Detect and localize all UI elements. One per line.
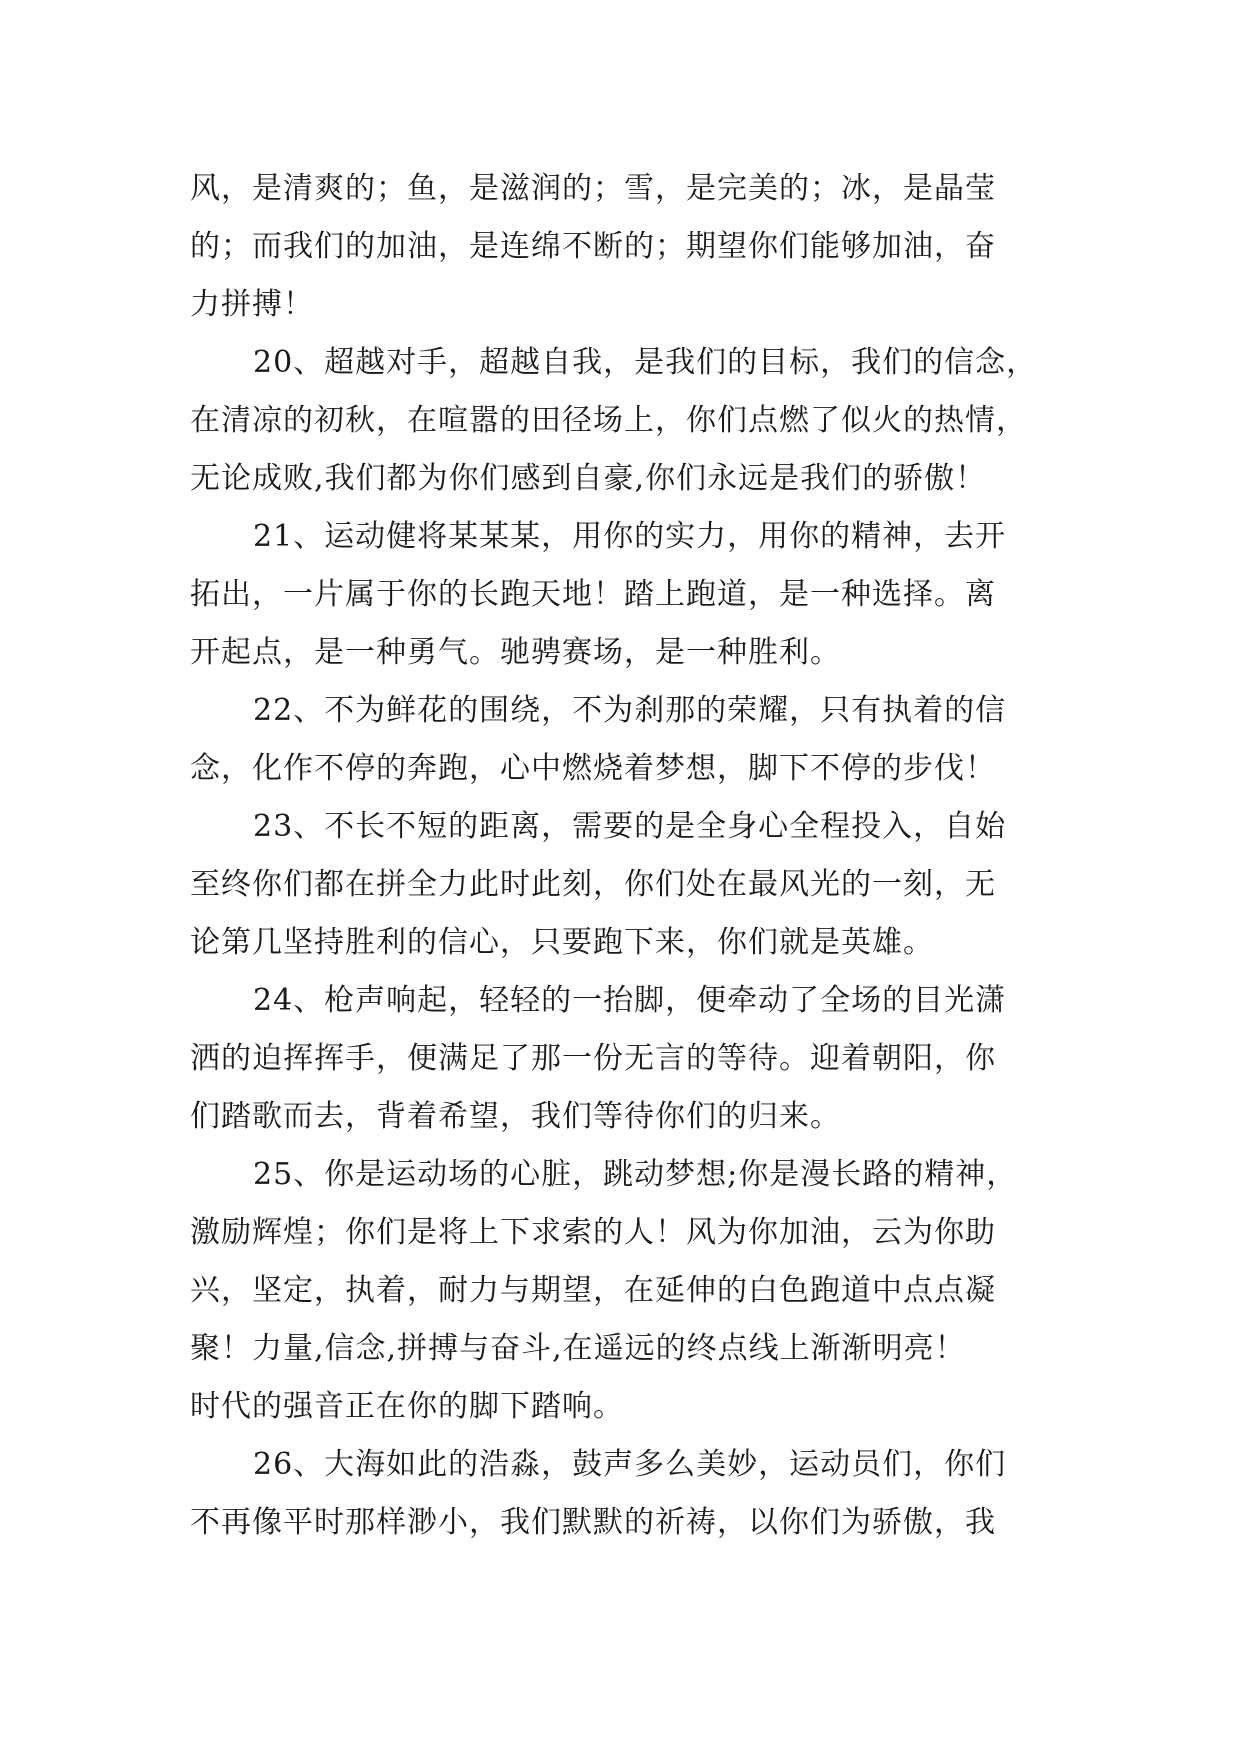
text-line: 22、不为鲜花的围绕，不为刹那的荣耀，只有执着的信 — [253, 693, 1007, 728]
text-line: 21、运动健将某某某，用你的实力，用你的精神，去开 — [253, 519, 1007, 554]
text-line: 不再像平时那样渺小，我们默默的祈祷，以你们为骄傲，我 — [190, 1505, 996, 1540]
text-line: 在清凉的初秋，在喧嚣的田径场上，你们点燃了似火的热情， — [190, 403, 1027, 438]
text-line: 力拼搏！ — [190, 287, 314, 322]
text-line: 时代的强音正在你的脚下踏响。 — [190, 1389, 624, 1424]
paragraph — [190, 682, 1050, 798]
text-line: 24、枪声响起，轻轻的一抬脚，便牵动了全场的目光潇 — [253, 983, 1007, 1018]
text-line: 23、不长不短的距离，需要的是全身心全程投入，自始 — [253, 809, 1007, 844]
text-line: 念，化作不停的奔跑，心中燃烧着梦想，脚下不停的步伐！ — [190, 751, 996, 786]
text-line: 拓出，一片属于你的长跑天地！踏上跑道，是一种选择。离 — [190, 577, 996, 612]
paragraph — [190, 334, 1050, 508]
paragraph — [190, 1436, 1050, 1552]
paragraph — [190, 508, 1050, 682]
text-line: 洒的迫挥挥手，便满足了那一份无言的等待。迎着朝阳，你 — [190, 1041, 996, 1076]
text-line: 的；而我们的加油，是连绵不断的；期望你们能够加油，奋 — [190, 229, 996, 264]
text-line: 26、大海如此的浩淼，鼓声多么美妙，运动员们，你们 — [253, 1447, 1007, 1482]
text-line: 至终你们都在拼全力此时此刻，你们处在最风光的一刻，无 — [190, 867, 996, 902]
text-line: 无论成败,我们都为你们感到自豪,你们永远是我们的骄傲！ — [190, 461, 987, 496]
paragraph — [190, 160, 1050, 334]
text-line: 25、你是运动场的心脏，跳动梦想;你是漫长路的精神， — [253, 1157, 1018, 1192]
text-line: 风，是清爽的；鱼，是滋润的；雪，是完美的；冰，是晶莹 — [190, 171, 996, 206]
text-line: 20、超越对手，超越自我，是我们的目标，我们的信念， — [253, 345, 1038, 380]
paragraph — [190, 972, 1050, 1146]
text-line: 开起点，是一种勇气。驰骋赛场，是一种胜利。 — [190, 635, 841, 670]
document-body — [190, 160, 1050, 1552]
paragraph — [190, 798, 1050, 972]
text-line: 聚！力量,信念,拼搏与奋斗,在遥远的终点线上渐渐明亮！ — [190, 1331, 966, 1366]
paragraph — [190, 1146, 1050, 1436]
text-line: 们踏歌而去，背着希望，我们等待你们的归来。 — [190, 1099, 841, 1134]
text-line: 激励辉煌；你们是将上下求索的人！风为你加油，云为你助 — [190, 1215, 996, 1250]
text-line: 兴，坚定，执着，耐力与期望，在延伸的白色跑道中点点凝 — [190, 1273, 996, 1308]
text-line: 论第几坚持胜利的信心，只要跑下来，你们就是英雄。 — [190, 925, 934, 960]
